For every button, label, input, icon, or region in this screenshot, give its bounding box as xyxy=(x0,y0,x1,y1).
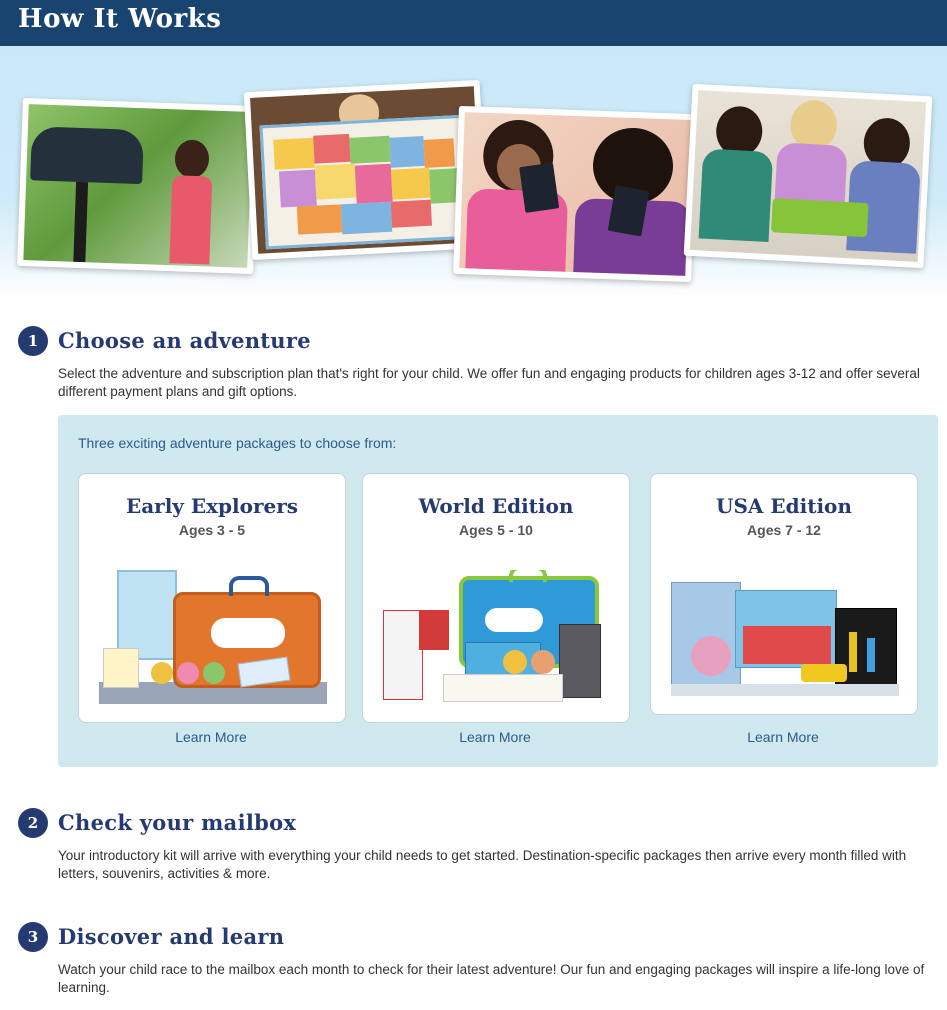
page-title: How It Works xyxy=(18,4,222,34)
step-number-badge: 2 xyxy=(18,808,48,838)
step-description: Watch your child race to the mailbox each month to check for their latest adventure! Our fun and engaging packages will inspire a life-long love of learning. xyxy=(58,962,925,995)
world-edition-kit-image xyxy=(383,570,611,704)
early-explorers-kit-image xyxy=(99,562,327,704)
hero-photo-kids xyxy=(684,84,933,268)
usa-edition-kit-image xyxy=(671,576,899,696)
header-bar xyxy=(0,0,947,46)
step-description: Select the adventure and subscription plan that's right for your child. We offer fun and engaging products for children ages 3-12 and offer several different payment plans and gift options. xyxy=(58,366,920,399)
mailbox-illustration xyxy=(30,126,144,184)
package-title: USA Edition xyxy=(716,494,852,518)
step-number-badge: 1 xyxy=(18,326,48,356)
packages-panel xyxy=(58,415,938,767)
child-figure xyxy=(163,139,217,261)
package-title: Early Explorers xyxy=(125,494,299,518)
package-title: World Edition xyxy=(418,494,574,518)
step-title: Check your mailbox xyxy=(58,810,297,835)
passport-icon xyxy=(519,163,559,213)
hero-banner xyxy=(0,46,947,300)
package-ages: Ages 7 - 12 xyxy=(747,522,821,538)
hero-photo-passports xyxy=(453,106,697,282)
child-figure xyxy=(699,105,776,238)
step-description: Your introductory kit will arrive with everything your child needs to get started. Destination-specific packages then arrive every month filled with letters, souvenirs, activities & more. xyxy=(58,848,907,881)
package-card-world-edition[interactable] xyxy=(362,473,630,723)
step-title: Discover and learn xyxy=(58,924,285,949)
activity-tray xyxy=(771,198,869,237)
hero-photo-map xyxy=(244,80,488,260)
package-card-usa-edition[interactable] xyxy=(650,473,918,715)
learn-more-link-world-edition[interactable]: Learn More xyxy=(459,729,531,745)
step-title: Choose an adventure xyxy=(58,328,311,353)
package-ages: Ages 5 - 10 xyxy=(459,522,533,538)
packages-heading: Three exciting adventure packages to choose from: xyxy=(78,435,397,451)
step-number-badge: 3 xyxy=(18,922,48,952)
learn-more-link-early-explorers[interactable]: Learn More xyxy=(175,729,247,745)
package-card-early-explorers[interactable] xyxy=(78,473,346,723)
learn-more-link-usa-edition[interactable]: Learn More xyxy=(747,729,819,745)
package-ages: Ages 3 - 5 xyxy=(178,522,246,538)
mailbox-post xyxy=(73,182,88,262)
hero-photo-mailbox xyxy=(17,98,259,274)
usa-map-illustration xyxy=(260,114,480,249)
